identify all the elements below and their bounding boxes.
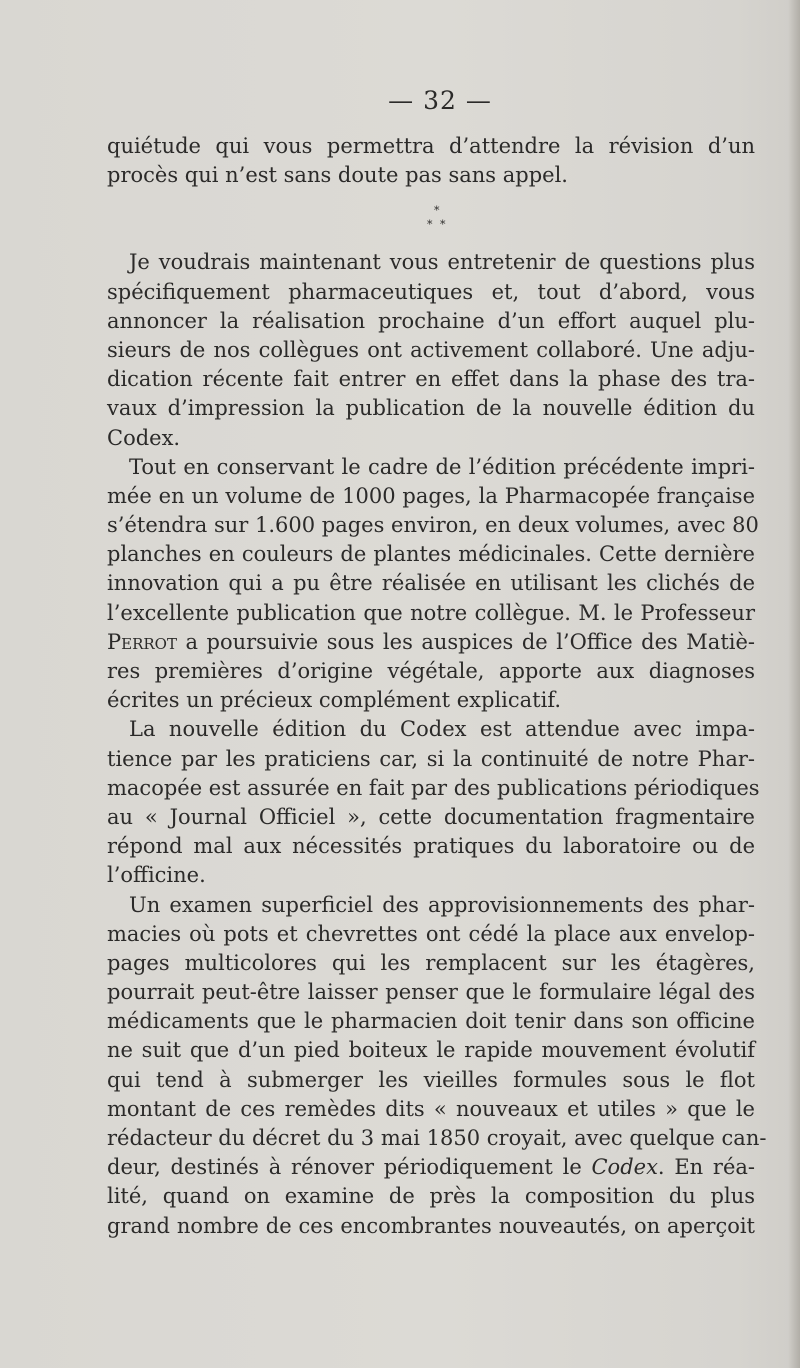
- text-fragment: deur, destinés à rénover périodiquement le: [107, 1155, 592, 1180]
- page-number: — 32 —: [388, 86, 492, 115]
- text-line: tience par les praticiens car, si la continuité de notre Phar-: [107, 746, 755, 771]
- text-line: rédacteur du décret du 3 mai 1850 croyait, avec quelque can-: [107, 1126, 767, 1150]
- text-line: res premières d’origine végétale, apporte aux diagnoses: [107, 659, 755, 683]
- text-line: annoncer la réalisation prochaine d’un effort auquel plu-: [107, 308, 755, 333]
- text-line: pourrait peut-être laisser penser que le formulaire légal des: [107, 980, 755, 1005]
- text-line: La nouvelle édition du Codex est attendue avec impa-: [129, 717, 755, 742]
- text-line: planches en couleurs de plantes médicinales. Cette dernière: [107, 542, 755, 567]
- text-line: répond mal aux nécessités pratiques du laboratoire ou de: [107, 834, 755, 859]
- text-line: Codex.: [107, 425, 181, 450]
- text-line: Un examen superficiel des approvisionnements des phar-: [129, 892, 755, 917]
- text-fragment: a poursuivie sous les auspices de l’Office des Matiè-: [176, 629, 755, 654]
- text-line: sieurs de nos collègues ont activement collaboré. Une adju-: [107, 337, 755, 362]
- text-line: macopée est assurée en fait par des publications périodiques: [107, 775, 760, 800]
- text-line: [107, 628, 755, 657]
- text-line: procès qui n’est sans doute pas sans appel.: [107, 163, 568, 188]
- text-line: qui tend à submerger les vieilles formules sous le flot: [107, 1067, 755, 1092]
- text-line: mée en un volume de 1000 pages, la Pharmacopée française: [107, 483, 755, 508]
- text-line: ne suit que d’un pied boiteux le rapide mouvement évolutif: [107, 1038, 755, 1063]
- text-line: Tout en conservant le cadre de l’édition précédente impri-: [129, 454, 755, 479]
- text-line: dication récente fait entrer en effet dans la phase des tra-: [107, 367, 755, 392]
- text-line: l’excellente publication que notre collègue. M. le Professeur: [107, 600, 755, 625]
- text-line: grand nombre de ces encombrantes nouveautés, on aperçoit: [107, 1213, 755, 1238]
- text-line: macies où pots et chevrettes ont cédé la place aux envelop-: [107, 921, 755, 946]
- text-line: écrites un précieux complément explicatif.: [107, 688, 562, 713]
- text-line: l’officine.: [107, 863, 206, 888]
- text-line: lité, quand on examine de près la composition du plus: [107, 1184, 755, 1209]
- text-line: au « Journal Officiel », cette documentation fragmentaire: [107, 804, 755, 829]
- codex-title: Codex: [591, 1155, 658, 1180]
- body-text: [107, 132, 767, 1241]
- separator-star: *: [440, 218, 446, 232]
- section-separator: [107, 190, 755, 248]
- text-fragment: . En réa-: [657, 1155, 755, 1180]
- separator-star: *: [427, 218, 433, 232]
- text-line: montant de ces remèdes dits « nouveaux et utiles » que le: [107, 1096, 755, 1121]
- separator-star: *: [434, 204, 440, 218]
- text-line: vaux d’impression la publication de la nouvelle édition du: [107, 396, 755, 421]
- text-line: spécifiquement pharmaceutiques et, tout d’abord, vous: [107, 279, 755, 304]
- text-line: Je voudrais maintenant vous entretenir de questions plus: [129, 250, 755, 275]
- text-line: pages multicolores qui les remplacent sur les étagères,: [107, 950, 755, 975]
- text-line: [107, 1153, 755, 1182]
- text-line: innovation qui a pu être réalisée en utilisant les clichés de: [107, 571, 755, 596]
- text-line: médicaments que le pharmacien doit tenir dans son officine: [107, 1009, 755, 1034]
- text-line: s’étendra sur 1.600 pages environ, en deux volumes, avec 80: [107, 513, 759, 538]
- text-line: quiétude qui vous permettra d’attendre la révision d’un: [107, 134, 755, 158]
- author-name: Perrot: [107, 629, 177, 654]
- page-edge-shadow: [788, 0, 800, 1368]
